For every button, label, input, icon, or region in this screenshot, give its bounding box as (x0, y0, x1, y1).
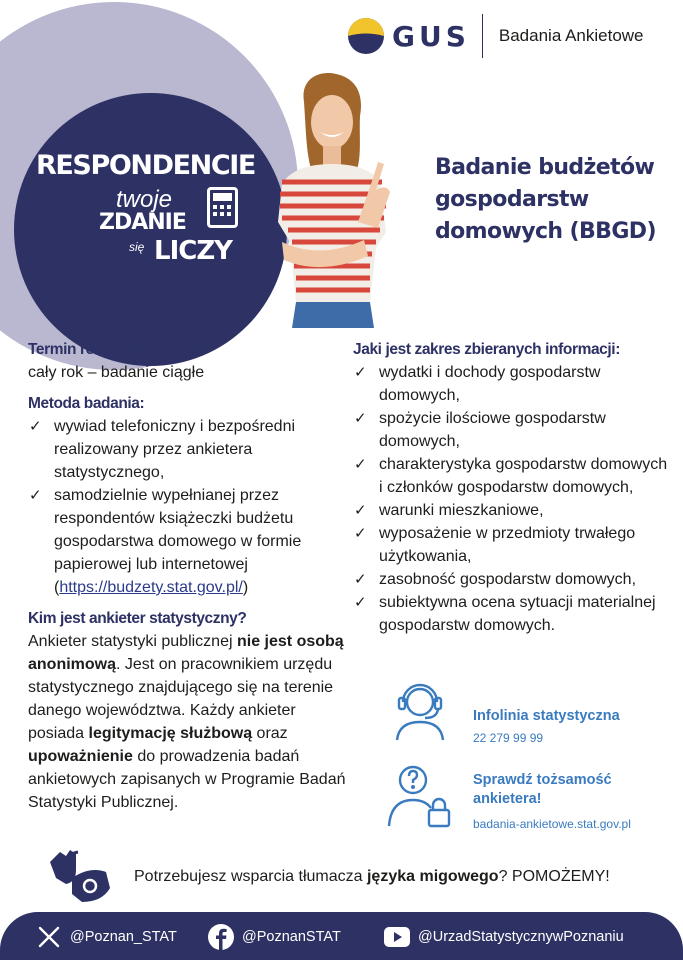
hero-line-liczy: LICZY (154, 236, 233, 266)
facebook-link[interactable] (208, 924, 341, 950)
interviewer-bold-1: nie jest osobą anonimową (28, 633, 344, 673)
hero-line-zdanie: ZDANIE (99, 210, 186, 235)
sign-language-text (134, 868, 610, 886)
page-title (435, 152, 675, 248)
link-paren-close: ) (242, 579, 249, 596)
verify-title-2: ankietera! (473, 791, 542, 807)
method-list (28, 415, 348, 599)
verify-identity-icon (385, 758, 455, 828)
list-item: ✓ charakterystyka gospodarstw domowych i członków gospodarstw domowych, (353, 453, 673, 499)
list-item: ✓ wyposażenie w przedmioty trwałego użytkowania, (353, 522, 673, 568)
list-item: ✓ wydatki i dochody gospodarstw domowych, (353, 361, 673, 407)
title-line-2: gospodarstw (435, 187, 589, 212)
interviewer-heading: Kim jest ankieter statystyczny? (28, 610, 247, 627)
hotline-number[interactable]: 22 279 99 99 (473, 731, 544, 745)
list-item: ✓ warunki mieszkaniowe, (353, 499, 673, 522)
headset-operator-icon (385, 672, 455, 742)
link-paren-open: ( (54, 579, 60, 596)
interviewer-text-1: Ankieter statystyki publicznej (28, 633, 237, 650)
verify-title (473, 771, 612, 809)
hotline-title: Infolinia statystyczna (473, 708, 620, 724)
verify-title-1: Sprawdź tożsamość (473, 772, 612, 788)
social-footer (0, 912, 683, 960)
youtube-handle: @UrzadStatystycznywPoznaniu (418, 929, 624, 945)
list-item: ✓ zasobność gospodarstw domowych, (353, 568, 673, 591)
interviewer-text-4: do prowadzenia badań ankietowych zapisanych w Programie Badań Statystyki Publicznej. (28, 748, 346, 811)
youtube-link[interactable] (384, 924, 624, 950)
interviewer-paragraph (28, 630, 348, 814)
gus-logo (346, 10, 644, 62)
interviewer-text-2: . Jest on pracownikiem urzędu statystycznego znajdującego się na terenie danego województwa. Każdy ankieter posiada (28, 656, 334, 742)
interviewer-bold-2: legitymację służbową (88, 725, 253, 742)
youtube-icon (384, 924, 410, 950)
calculator-icon (207, 187, 238, 228)
budzety-link[interactable]: https://budzety.stat.gov.pl/ (59, 579, 243, 596)
sign-language-banner (40, 848, 680, 908)
logo-word: GUS (392, 19, 470, 53)
term-heading: Termin realizacji badania: (28, 341, 206, 358)
right-column (353, 338, 673, 637)
sign-text-bold: języka migowego (366, 868, 499, 885)
woman-pointing-photo (260, 72, 410, 328)
sign-text-3: ? POMOŻEMY! (498, 868, 610, 885)
sign-text-1: Potrzebujesz wsparcia tłumacza (134, 868, 367, 885)
sign-language-hands-icon (46, 848, 114, 904)
x-handle: @Poznan_STAT (70, 929, 177, 945)
method-heading: Metoda badania: (28, 395, 145, 412)
logo-divider (482, 14, 483, 58)
x-icon (36, 924, 62, 950)
logo-tagline: Badania Ankietowe (498, 26, 644, 45)
facebook-icon (208, 924, 234, 950)
verify-url-link[interactable]: badania-ankietowe.stat.gov.pl (473, 817, 631, 831)
list-item-text: samodzielnie wypełnianej przez respondentów książeczki budżetu gospodarstwa domowego w formie papierowej lub internetowej (54, 487, 302, 573)
scope-heading: Jaki jest zakres zbieranych informacji: (353, 341, 620, 358)
x-link[interactable] (36, 924, 177, 950)
term-value: cały rok – badanie ciągłe (28, 364, 205, 381)
title-line-1: Badanie budżetów (435, 155, 655, 180)
gus-logo-mark-icon (346, 16, 386, 56)
hero-line-respondencie: RESPONDENCIE (36, 150, 255, 181)
title-line-3: domowych (BBGD) (435, 219, 656, 244)
list-item: ✓ wywiad telefoniczny i bezpośredni realizowany przez ankietera statystycznego, (28, 415, 348, 484)
scope-list (353, 361, 673, 637)
interviewer-text-3: oraz (252, 725, 288, 742)
list-item: ✓ subiektywna ocena sytuacji materialnej gospodarstw domowych. (353, 591, 673, 637)
facebook-handle: @PoznanSTAT (242, 929, 341, 945)
list-item: ✓ spożycie ilościowe gospodarstw domowych, (353, 407, 673, 453)
hero-line-twoje: twoje (116, 186, 173, 213)
list-item (28, 484, 348, 599)
hero-slogan (36, 150, 256, 266)
left-column (28, 338, 348, 814)
interviewer-bold-3: upoważnienie (28, 748, 133, 765)
hero-line-sie: się (129, 240, 145, 254)
